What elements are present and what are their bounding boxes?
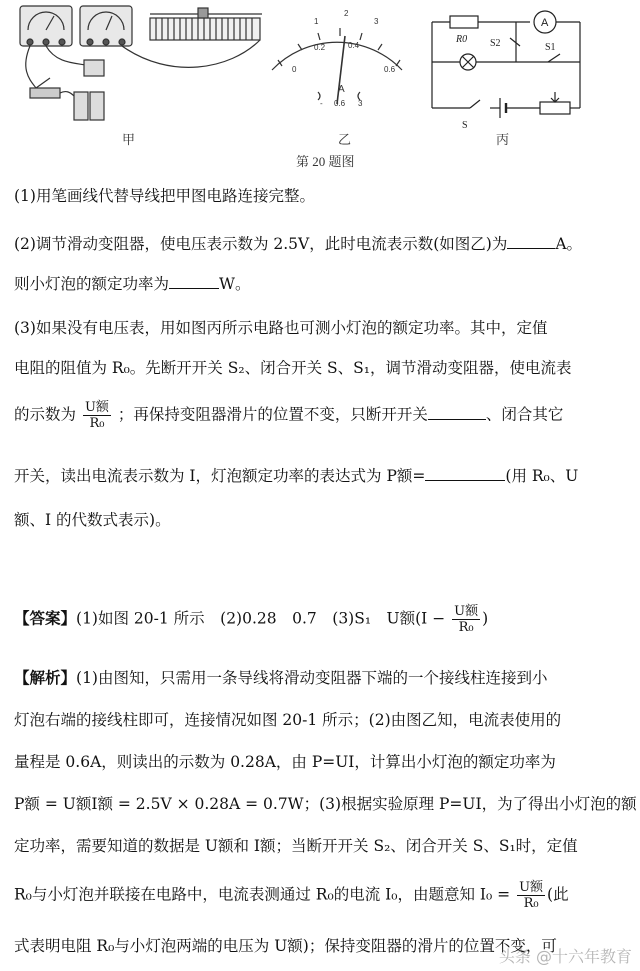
q3c-post: ；再保持变阻器滑片的位置不变，只断开开关 bbox=[117, 405, 428, 424]
answer-blank-power[interactable] bbox=[169, 274, 219, 289]
analysis-frac-denominator: R₀ bbox=[523, 896, 539, 911]
question-1: (1)用笔画线代替导线把甲图电路连接完整。 bbox=[14, 187, 315, 205]
q2b-text: 则小灯泡的额定功率为 bbox=[14, 275, 170, 293]
figure-label-jia: 甲 bbox=[122, 132, 136, 147]
fraction-u-over-r0 bbox=[83, 400, 111, 431]
meter-tick-0.4: 0.4 bbox=[348, 41, 360, 50]
analysis-line-1 bbox=[14, 668, 626, 688]
meter-tick-0: 0 bbox=[292, 65, 297, 74]
analysis-line-3: 量程是 0.6A，则读出的示数为 0.28A，由 P=UI，计算出小灯泡的额定功率为 bbox=[14, 753, 556, 771]
q3d-pre: 开关，读出电流表示数为 I，灯泡额定功率的表达式为 P额= bbox=[14, 467, 426, 485]
figure-20 bbox=[0, 0, 640, 175]
circuit-jia bbox=[20, 6, 262, 120]
meter-tick-2: 2 bbox=[344, 9, 349, 18]
meter-tick-0.6: 0.6 bbox=[384, 65, 396, 74]
question-3-line-2: 电阻的阻值为 R₀。先断开开关 S₂、闭合开关 S、S₁，调节滑动变阻器，使电流表 bbox=[14, 359, 572, 377]
meter-terminal-minus: - bbox=[320, 99, 323, 108]
analysis-text-6: R₀与小灯泡并联接在电路中，电流表测通过 R₀的电流 I₀，由题意知 I₀ = bbox=[14, 885, 511, 904]
q3d-end: (用 R₀、U bbox=[505, 467, 579, 485]
answer-blank-switch[interactable] bbox=[428, 405, 486, 420]
q3c-pre: 的示数为 bbox=[14, 405, 77, 424]
q3c-end: 、闭合其它 bbox=[485, 405, 564, 424]
question-3-line-5: 额、I 的代数式表示)。 bbox=[14, 511, 171, 529]
label-s2: S2 bbox=[490, 38, 501, 49]
analysis-fraction bbox=[517, 880, 545, 911]
answer-label: 【答案】 bbox=[14, 608, 77, 628]
watermark: 头条 @十六年教育 bbox=[498, 947, 632, 966]
question-3-line-3 bbox=[14, 400, 626, 431]
circuit-bing bbox=[432, 11, 580, 118]
analysis-text-1: (1)由图知，只需用一条导线将滑动变阻器下端的一个接线柱连接到小 bbox=[76, 669, 548, 687]
label-ammeter: A bbox=[541, 17, 549, 29]
frac-denominator: R₀ bbox=[89, 416, 105, 431]
frac-numerator: U额 bbox=[84, 400, 109, 415]
meter-terminal-0.6: 0.6 bbox=[334, 99, 346, 108]
question-3-line-4 bbox=[14, 466, 626, 486]
answer-fraction bbox=[452, 604, 480, 635]
q2-text: (2)调节滑动变阻器，使电压表示数为 2.5V，此时电流表示数(如图乙)为 bbox=[14, 235, 508, 253]
meter-tick-3: 3 bbox=[374, 17, 379, 26]
meter-tick-0.2: 0.2 bbox=[314, 43, 326, 52]
meter-tick-1: 1 bbox=[314, 17, 319, 26]
analysis-text-6-post: (此 bbox=[547, 885, 569, 904]
analysis-line-5: 定功率，需要知道的数据是 U额和 I额；当断开开关 S₂、闭合开关 S、S₁时，定值 bbox=[14, 837, 578, 855]
answer-frac-numerator: U额 bbox=[454, 604, 479, 619]
analysis-line-4: P额 = U额I额 = 2.5V × 0.28A = 0.7W；(3)根据实验原理 P=UI，为了得出小灯泡的额 bbox=[14, 795, 637, 813]
question-2-line-1 bbox=[14, 234, 626, 254]
figure-caption: 第 20 题图 bbox=[296, 154, 355, 169]
analysis-line-7: 式表明电阻 R₀与小灯泡两端的电压为 U额)；保持变阻器的滑片的位置不变，可 bbox=[14, 937, 557, 955]
meter-unit: A bbox=[338, 84, 345, 95]
q2-unit: A。 bbox=[555, 235, 583, 253]
answer-blank-current[interactable] bbox=[507, 234, 555, 249]
answer-blank-expression[interactable] bbox=[425, 466, 505, 481]
q2b-unit: W。 bbox=[219, 275, 251, 293]
answer-text: (1)如图 20-1 所示 (2)0.28 0.7 (3)S₁ U额(I − bbox=[76, 609, 446, 628]
analysis-label: 【解析】 bbox=[14, 668, 77, 687]
analysis-line-2: 灯泡右端的接线柱即可，连接情况如图 20-1 所示；(2)由图乙知，电流表使用的 bbox=[14, 711, 562, 729]
answer-frac-denominator: R₀ bbox=[458, 620, 474, 635]
figure-label-yi: 乙 bbox=[338, 132, 352, 147]
label-s: S bbox=[462, 120, 468, 131]
question-2-line-2 bbox=[14, 274, 626, 294]
question-3-line-1: (3)如果没有电压表，用如图丙所示电路也可测小灯泡的额定功率。其中，定值 bbox=[14, 319, 548, 337]
label-s1: S1 bbox=[545, 42, 556, 53]
answer-line bbox=[14, 604, 626, 635]
label-r0: R0 bbox=[456, 34, 468, 45]
figure-label-bing: 丙 bbox=[496, 132, 510, 147]
answer-close: ) bbox=[482, 609, 489, 628]
analysis-line-6 bbox=[14, 880, 626, 911]
meter-terminal-3: 3 bbox=[358, 99, 363, 108]
analysis-frac-numerator: U额 bbox=[519, 880, 544, 895]
